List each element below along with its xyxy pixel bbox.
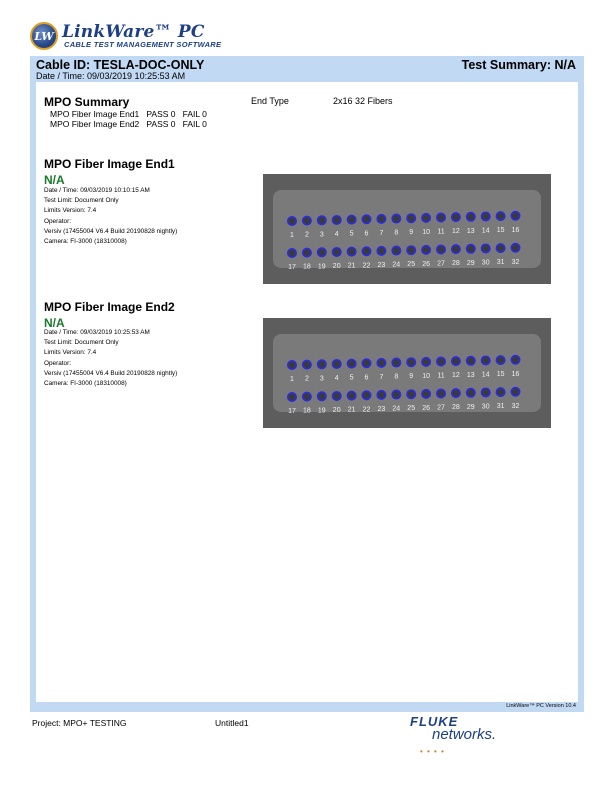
logo-badge-text: LW <box>34 30 54 43</box>
fiber-label-19: 19 <box>317 407 326 415</box>
fiber-ring-23 <box>377 391 385 399</box>
fiber-ring-18 <box>303 392 311 400</box>
fiber-ring-5 <box>347 359 355 367</box>
fiber-ring-14 <box>482 356 490 364</box>
fiber-label-2: 2 <box>304 231 309 239</box>
fiber-ring-18 <box>303 248 311 256</box>
fiber-label-30: 30 <box>481 259 490 267</box>
fiber-ring-20 <box>333 248 341 256</box>
fiber-label-5: 5 <box>349 230 354 238</box>
fluke-dots-icon: • • • • <box>420 747 445 756</box>
image-end1-title: MPO Fiber Image End1 <box>44 157 175 171</box>
summary-row-label: MPO Fiber Image End2 <box>50 119 140 129</box>
end-type-value: 2x16 32 Fibers <box>333 96 393 106</box>
fiber-ring-26 <box>422 390 430 398</box>
project-name: Project: MPO+ TESTING <box>32 718 127 728</box>
fiber-label-23: 23 <box>377 261 386 269</box>
detail-versiv: Versiv (17455004 V6.4 Build 20190828 nightly) <box>44 369 178 377</box>
summary-row-pass: PASS 0 <box>146 109 176 119</box>
fiber-ring-4 <box>333 216 341 224</box>
fiber-ring-12 <box>452 357 460 365</box>
mpo-summary-title: MPO Summary <box>44 95 130 109</box>
image-end2-title: MPO Fiber Image End2 <box>44 300 175 314</box>
fiber-label-30: 30 <box>481 403 490 411</box>
fiber-ring-19 <box>318 392 326 400</box>
fiber-label-3: 3 <box>319 231 324 239</box>
summary-row-label: MPO Fiber Image End1 <box>50 109 140 119</box>
fiber-ring-30 <box>482 244 490 252</box>
fiber-label-23: 23 <box>377 405 386 413</box>
cable-id: Cable ID: TESLA-DOC-ONLY <box>36 58 205 72</box>
fiber-label-14: 14 <box>481 371 490 379</box>
summary-row <box>50 119 207 129</box>
fiber-ring-25 <box>407 390 415 398</box>
fiber-ring-5 <box>347 215 355 223</box>
fiber-label-11: 11 <box>437 228 445 236</box>
end-type-label: End Type <box>251 96 289 106</box>
fiber-label-7: 7 <box>379 229 384 237</box>
fiber-label-25: 25 <box>407 261 416 269</box>
fiber-ring-7 <box>377 359 385 367</box>
fiber-ring-3 <box>318 216 326 224</box>
fiber-label-15: 15 <box>496 371 505 379</box>
fiber-label-1: 1 <box>290 376 294 383</box>
detail-operator: Operator: <box>44 217 71 225</box>
fiber-label-1: 1 <box>290 232 294 239</box>
fiber-ring-31 <box>496 388 504 396</box>
fiber-label-27: 27 <box>437 260 445 268</box>
fiber-ring-6 <box>362 215 370 223</box>
fiber-ring-16 <box>511 356 519 364</box>
fiber-ring-13 <box>467 213 475 221</box>
fiber-label-14: 14 <box>481 227 490 235</box>
fiber-ring-20 <box>333 392 341 400</box>
fluke-networks-logo <box>410 714 497 756</box>
fiber-ring-30 <box>482 388 490 396</box>
fiber-ring-16 <box>511 212 519 220</box>
networks-wordmark: networks. <box>432 726 497 743</box>
fiber-label-24: 24 <box>392 261 401 269</box>
fiber-label-20: 20 <box>332 262 341 270</box>
fiber-label-31: 31 <box>496 259 505 267</box>
fiber-ring-15 <box>496 356 504 364</box>
fiber-ring-31 <box>496 244 504 252</box>
fiber-label-13: 13 <box>466 371 475 379</box>
fiber-ring-10 <box>422 214 430 222</box>
fiber-ring-14 <box>482 212 490 220</box>
app-title: LinkWare™ PC <box>62 22 205 42</box>
detail-camera: Camera: FI-3000 (18310008) <box>44 238 127 246</box>
fiber-label-16: 16 <box>511 226 520 234</box>
fiber-ring-2 <box>303 360 311 368</box>
fiber-ring-27 <box>437 389 445 397</box>
fiber-ring-29 <box>467 245 475 253</box>
fiber-label-26: 26 <box>422 404 430 412</box>
fiber-ring-28 <box>452 245 460 253</box>
fiber-ring-9 <box>407 358 415 366</box>
endface-image-end1 <box>263 174 551 284</box>
file-name: Untitled1 <box>215 718 249 728</box>
fiber-ring-10 <box>422 358 430 366</box>
fiber-label-18: 18 <box>303 407 311 415</box>
fiber-label-4: 4 <box>334 374 339 382</box>
fiber-ring-7 <box>377 215 385 223</box>
software-version: LinkWare™ PC Version 10.4 <box>506 703 576 709</box>
fiber-ring-21 <box>347 247 355 255</box>
fiber-label-31: 31 <box>496 403 505 411</box>
fiber-label-21: 21 <box>347 406 356 414</box>
fiber-ring-25 <box>407 246 415 254</box>
fluke-wordmark: FLUKE <box>410 714 459 729</box>
fiber-ring-27 <box>437 245 445 253</box>
fiber-ring-3 <box>318 360 326 368</box>
image-end1-result: N/A <box>44 173 65 187</box>
fiber-label-22: 22 <box>362 406 371 414</box>
fiber-ring-12 <box>452 213 460 221</box>
fiber-label-10: 10 <box>422 228 430 236</box>
fiber-ring-8 <box>392 214 400 222</box>
fiber-ring-32 <box>511 388 519 396</box>
fiber-label-32: 32 <box>511 258 520 266</box>
fiber-ring-2 <box>303 216 311 224</box>
fiber-label-8: 8 <box>394 229 399 237</box>
fiber-ring-21 <box>347 391 355 399</box>
fiber-label-9: 9 <box>409 229 414 237</box>
fiber-ring-11 <box>437 357 445 365</box>
fiber-label-9: 9 <box>409 373 414 381</box>
summary-row-fail: FAIL 0 <box>182 119 207 129</box>
fiber-label-6: 6 <box>364 374 369 382</box>
fiber-label-6: 6 <box>364 230 369 238</box>
fiber-label-29: 29 <box>466 403 475 411</box>
detail-camera: Camera: FI-3000 (18310008) <box>44 380 127 388</box>
fiber-label-20: 20 <box>332 406 341 414</box>
fiber-label-4: 4 <box>334 230 339 238</box>
fiber-ring-24 <box>392 390 400 398</box>
summary-row-pass: PASS 0 <box>146 119 176 129</box>
fiber-label-16: 16 <box>511 370 520 378</box>
detail-operator: Operator: <box>44 359 71 367</box>
fiber-label-11: 11 <box>437 372 445 380</box>
fiber-ring-17 <box>288 249 296 257</box>
detail-datetime: Date / Time: 09/03/2019 10:25:53 AM <box>44 329 150 336</box>
fiber-label-12: 12 <box>452 228 460 236</box>
detail-datetime: Date / Time: 09/03/2019 10:10:15 AM <box>44 187 150 194</box>
fiber-ring-29 <box>467 389 475 397</box>
report-datetime: Date / Time: 09/03/2019 10:25:53 AM <box>36 71 186 81</box>
fiber-label-22: 22 <box>362 262 371 270</box>
fiber-ring-24 <box>392 246 400 254</box>
fiber-label-12: 12 <box>452 372 460 380</box>
fiber-label-27: 27 <box>437 404 445 412</box>
fiber-ring-28 <box>452 389 460 397</box>
fiber-ring-23 <box>377 247 385 255</box>
fiber-label-24: 24 <box>392 405 401 413</box>
fiber-label-10: 10 <box>422 372 430 380</box>
fiber-label-17: 17 <box>288 408 296 415</box>
fiber-label-7: 7 <box>379 373 384 381</box>
fiber-label-13: 13 <box>466 227 475 235</box>
detail-test-limit: Test Limit: Document Only <box>44 339 119 347</box>
fiber-label-3: 3 <box>319 375 324 383</box>
fiber-ring-11 <box>437 213 445 221</box>
detail-limits-version: Limits Version: 7.4 <box>44 207 97 215</box>
summary-row-fail: FAIL 0 <box>182 109 207 119</box>
fiber-label-19: 19 <box>317 263 326 271</box>
fiber-label-28: 28 <box>452 260 460 268</box>
linkware-logo-icon <box>30 22 58 50</box>
test-summary: Test Summary: N/A <box>461 58 576 72</box>
fiber-label-5: 5 <box>349 374 354 382</box>
fiber-ring-15 <box>496 212 504 220</box>
fiber-label-25: 25 <box>407 405 416 413</box>
fiber-label-17: 17 <box>288 264 296 271</box>
fiber-ring-1 <box>288 217 296 225</box>
fiber-ring-26 <box>422 246 430 254</box>
fiber-ring-22 <box>362 391 370 399</box>
fiber-ring-1 <box>288 361 296 369</box>
app-subtitle: CABLE TEST MANAGEMENT SOFTWARE <box>64 40 222 49</box>
fiber-label-21: 21 <box>347 262 356 270</box>
fiber-label-18: 18 <box>303 263 311 271</box>
image-end1-details <box>44 186 177 247</box>
fiber-ring-13 <box>467 357 475 365</box>
fiber-label-2: 2 <box>304 375 309 383</box>
fiber-label-29: 29 <box>466 259 475 267</box>
fiber-label-8: 8 <box>394 373 399 381</box>
fiber-ring-6 <box>362 359 370 367</box>
fiber-label-32: 32 <box>511 402 520 410</box>
fiber-label-26: 26 <box>422 260 430 268</box>
summary-row <box>50 109 207 119</box>
fiber-ring-9 <box>407 214 415 222</box>
endface-image-end2 <box>263 318 551 428</box>
image-end2-result: N/A <box>44 316 65 330</box>
fiber-ring-32 <box>511 244 519 252</box>
fiber-label-28: 28 <box>452 404 460 412</box>
fiber-ring-22 <box>362 247 370 255</box>
fiber-label-15: 15 <box>496 227 505 235</box>
detail-versiv: Versiv (17455004 V6.4 Build 20190828 nightly) <box>44 227 178 235</box>
image-end2-details <box>44 328 177 389</box>
fiber-ring-17 <box>288 393 296 401</box>
detail-test-limit: Test Limit: Document Only <box>44 197 119 205</box>
fiber-ring-4 <box>333 360 341 368</box>
fiber-ring-8 <box>392 358 400 366</box>
fiber-ring-19 <box>318 248 326 256</box>
detail-limits-version: Limits Version: 7.4 <box>44 349 97 357</box>
